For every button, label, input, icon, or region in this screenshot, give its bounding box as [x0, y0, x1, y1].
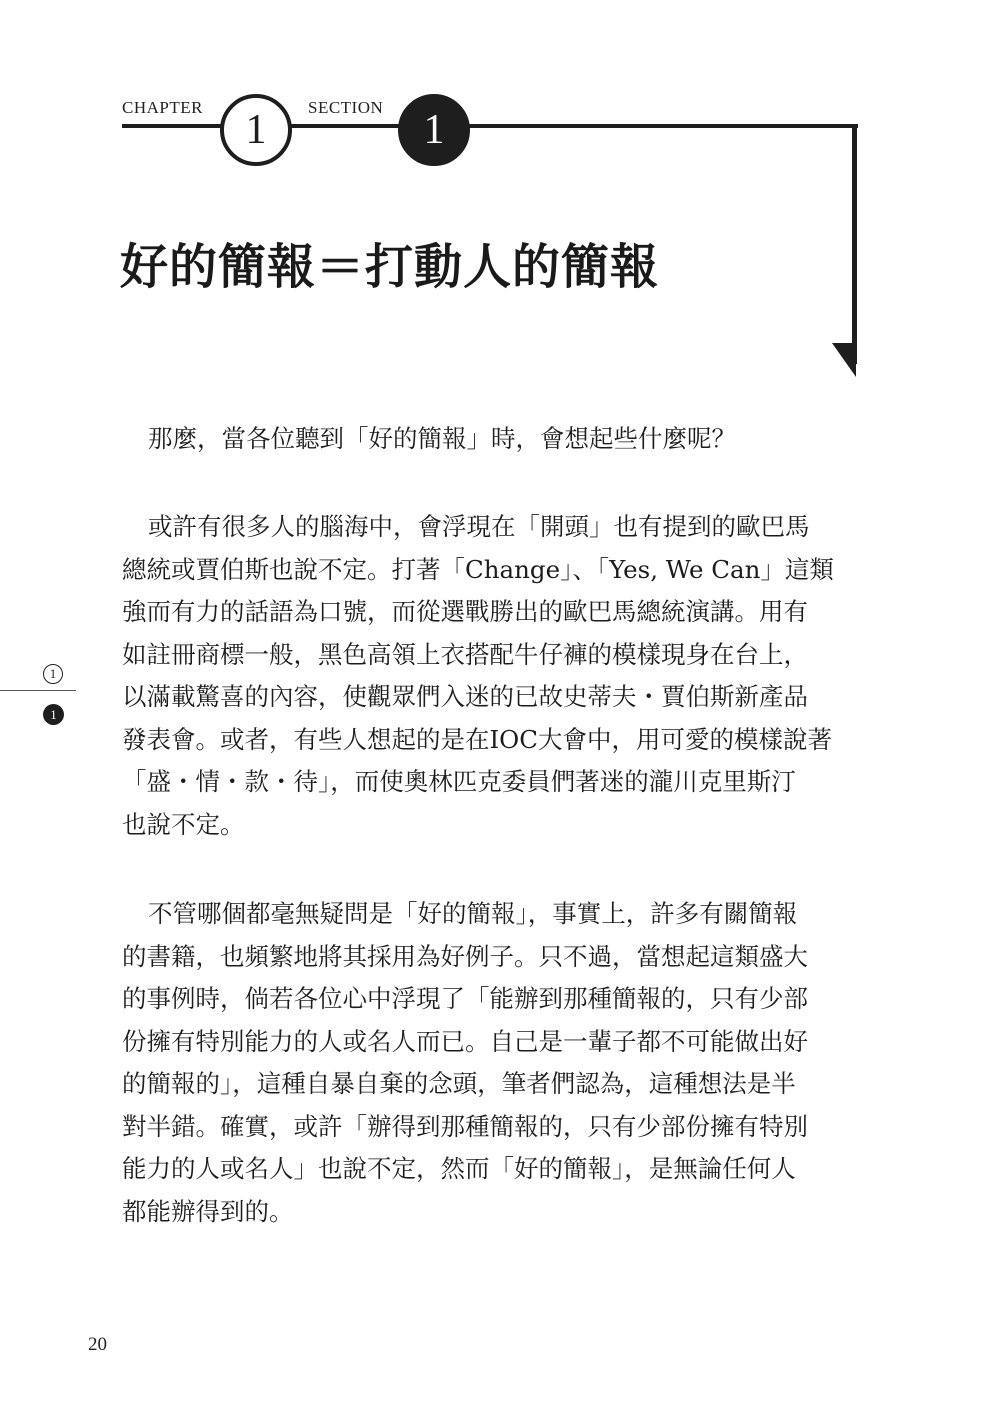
text-line: 總統或賈伯斯也說不定。打著「Change」、「Yes, We Can」這類: [122, 554, 834, 584]
text-line: 份擁有特別能力的人或名人而已。自己是一輩子都不可能做出好: [122, 1026, 808, 1056]
text-line: 的書籍，也頻繁地將其採用為好例子。只不過，當想起這類盛大: [122, 941, 808, 971]
body-paragraph-1: [122, 418, 862, 461]
text-line: 對半錯。確實，或許「辦得到那種簡報的，只有少部份擁有特別: [122, 1111, 808, 1141]
header-arrow-icon: [832, 343, 856, 377]
body-paragraph-3: [122, 893, 862, 1233]
text-line: 的簡報的」，這種自暴自棄的念頭，筆者們認為，這種想法是半: [122, 1069, 796, 1098]
section-label: SECTION: [304, 98, 387, 118]
text-line: 或許有很多人的腦海中，會浮現在「開頭」也有提到的歐巴馬: [148, 512, 810, 541]
page-number: 20: [88, 1334, 107, 1355]
text-line: 的事例時，倘若各位心中浮現了「能辦到那種簡報的，只有少部: [122, 984, 808, 1013]
chapter-number-badge: 1: [220, 94, 292, 166]
side-section-number: 1: [43, 704, 64, 725]
side-tab-rule: [0, 690, 76, 691]
text-line: 能力的人或名人」也說不定，然而「好的簡報」，是無論任何人: [122, 1154, 796, 1183]
text-line: 強而有力的話語為口號，而從選戰勝出的歐巴馬總統演講。用有: [122, 597, 808, 626]
page-title: 好的簡報＝打動人的簡報: [120, 239, 660, 295]
section-number-badge: 1: [398, 94, 470, 166]
text-line: 那麼，當各位聽到「好的簡報」時，會想起些什麼呢？: [148, 424, 736, 453]
header-rule-right: [852, 124, 857, 364]
text-line: 也說不定。: [122, 809, 245, 839]
text-line: 都能辦得到的。: [122, 1196, 294, 1226]
text-line: 發表會。或者，有些人想起的是在IOC大會中，用可愛的模樣說著: [122, 724, 833, 754]
chapter-label: CHAPTER: [118, 98, 207, 118]
side-chapter-number: 1: [43, 664, 63, 684]
text-line: 「盛・情・款・待」，而使奧林匹克委員們著迷的瀧川克里斯汀: [122, 767, 796, 796]
body-paragraph-2: [122, 506, 862, 846]
text-line: 如註冊商標一般，黑色高領上衣搭配牛仔褲的模樣現身在台上，: [122, 639, 808, 669]
text-line: 以滿載驚喜的內容，使觀眾們入迷的已故史蒂夫・賈伯斯新產品: [122, 682, 808, 711]
text-line: 不管哪個都毫無疑問是「好的簡報」，事實上，許多有關簡報: [148, 899, 798, 928]
